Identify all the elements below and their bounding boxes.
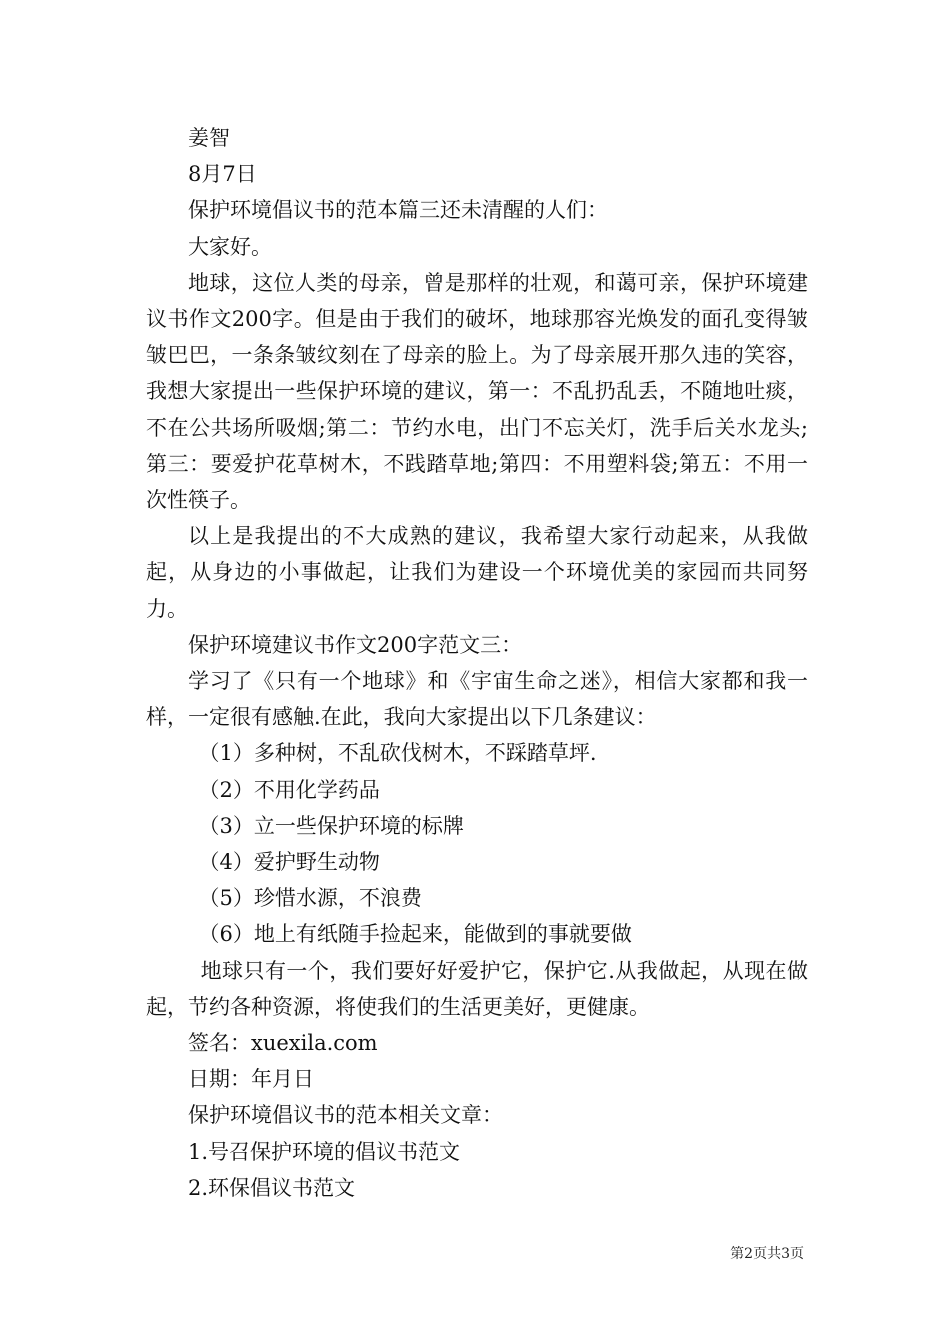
section-heading-3: 保护环境倡议书的范本篇三还未清醒的人们：: [188, 198, 608, 223]
date-line: 日期：年月日: [188, 1067, 314, 1092]
paragraph-intro-suggestions: 学习了《只有一个地球》和《宇宙生命之迷》，相信大家都和我一样，一定很有感触.在此，我向大家提出以下几条建议：: [146, 669, 808, 730]
related-articles-heading: 保护环境倡议书的范本相关文章：: [188, 1103, 503, 1128]
page-number: 第2页共3页: [730, 1246, 804, 1262]
essay-title-3: 保护环境建议书作文200字范文三：: [188, 632, 523, 657]
document-body: [146, 120, 808, 1206]
letter-date: 8月7日: [188, 162, 257, 187]
paragraph-call-to-action: 以上是我提出的不大成熟的建议，我希望大家行动起来，从我做起，从身边的小事做起，让我们为建设一个环境优美的家园而共同努力。: [146, 524, 808, 621]
related-article-link[interactable]: 2.环保倡议书范文: [188, 1175, 356, 1200]
suggestion-item: （4）爱护野生动物: [198, 850, 380, 875]
author-name: 姜智: [188, 126, 230, 150]
suggestion-item: （1）多种树，不乱砍伐树木，不踩踏草坪.: [198, 741, 597, 766]
paragraph-conclusion: 地球只有一个，我们要好好爱护它，保护它.从我做起，从现在做起，节约各种资源，将使我们的生活更美好，更健康。: [146, 958, 808, 1019]
suggestion-item: （5）珍惜水源，不浪费: [198, 886, 422, 911]
suggestion-item: （3）立一些保护环境的标牌: [198, 813, 464, 838]
suggestion-item: （6）地上有纸随手捡起来，能做到的事就要做: [198, 922, 632, 947]
signature-line: 签名：xuexila.com: [188, 1031, 378, 1056]
paragraph-earth-mother: 地球，这位人类的母亲，曾是那样的壮观，和蔼可亲，保护环境建议书作文200字。但是由于我们的破坏，地球那容光焕发的面孔变得皱皱巴巴，一条条皱纹刻在了母亲的脸上。为了母亲展开那久违的笑容，我想大家提出一些保护环境的建议，第一：不乱扔乱丢，不随地吐痰，不在公共场所吸烟;第二：节约水电，出门不忘关灯，洗手后关水龙头;第三：要爱护花草树木，不践踏草地;第四：不用塑料袋;第五：不用一次性筷子。: [146, 270, 808, 513]
greeting: 大家好。: [188, 234, 272, 259]
related-article-link[interactable]: 1.号召保护环境的倡议书范文: [188, 1139, 461, 1164]
suggestion-item: （2）不用化学药品: [198, 777, 380, 802]
